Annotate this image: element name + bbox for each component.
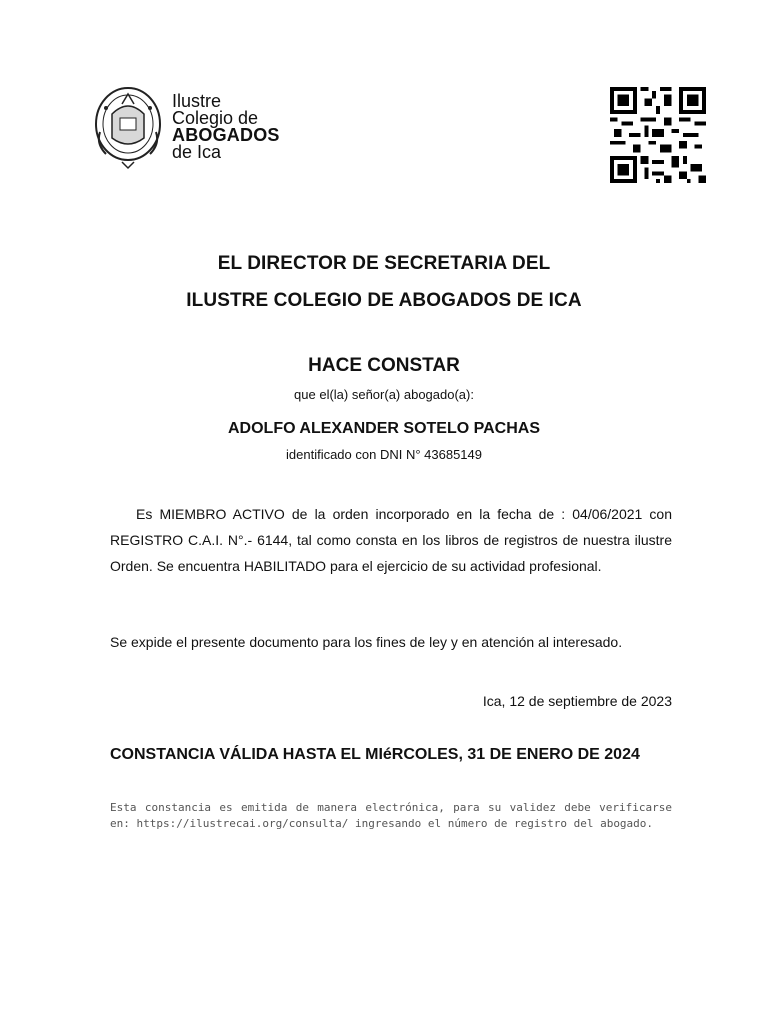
date-line: Ica, 12 de septiembre de 2023 (482, 693, 672, 709)
logo-line-3: ABOGADOS (172, 125, 280, 145)
body-paragraph (110, 501, 672, 579)
validity-statement: CONSTANCIA VÁLIDA HASTA EL MIéRCOLES, 31 DE ENERO DE 2024 (110, 746, 640, 763)
body-paragraph-text: Es MIEMBRO ACTIVO de la orden incorporado en la fecha de : 04/06/2021 con REGISTRO C.A.I. N°.- 6144, tal como consta en los libros de registros de nuestra ilustre Orden. Se encuentra HABILITADO para el ejercicio de su actividad profesional. (110, 506, 672, 574)
institution-logo (92, 84, 280, 170)
seal-icon (92, 84, 164, 170)
logo-line-4: de Ica (172, 142, 222, 162)
logo-line-1: Ilustre (172, 91, 222, 111)
heading-line-2: ILUSTRE COLEGIO DE ABOGADOS DE ICA (186, 290, 582, 311)
dni-line: identificado con DNI N° 43685149 (286, 447, 482, 462)
logo-line-2: Colegio de (172, 108, 259, 128)
expide-statement: Se expide el presente documento para los fines de ley y en atención al interesado. (110, 634, 623, 650)
electronic-verification-note: Esta constancia es emitida de manera electrónica, para su validez debe verificarse en: https://ilustrecai.org/consulta/ ingresando el número de registro del abogado. (110, 801, 672, 830)
intro-text: que el(la) señor(a) abogado(a): (294, 387, 474, 402)
hace-constar-title: HACE CONSTAR (308, 355, 460, 376)
lawyer-name: ADOLFO ALEXANDER SOTELO PACHAS (227, 420, 540, 437)
logo-wordmark (172, 93, 280, 161)
heading-line-1: EL DIRECTOR DE SECRETARIA DEL (217, 253, 551, 274)
qr-code-icon (610, 87, 706, 183)
